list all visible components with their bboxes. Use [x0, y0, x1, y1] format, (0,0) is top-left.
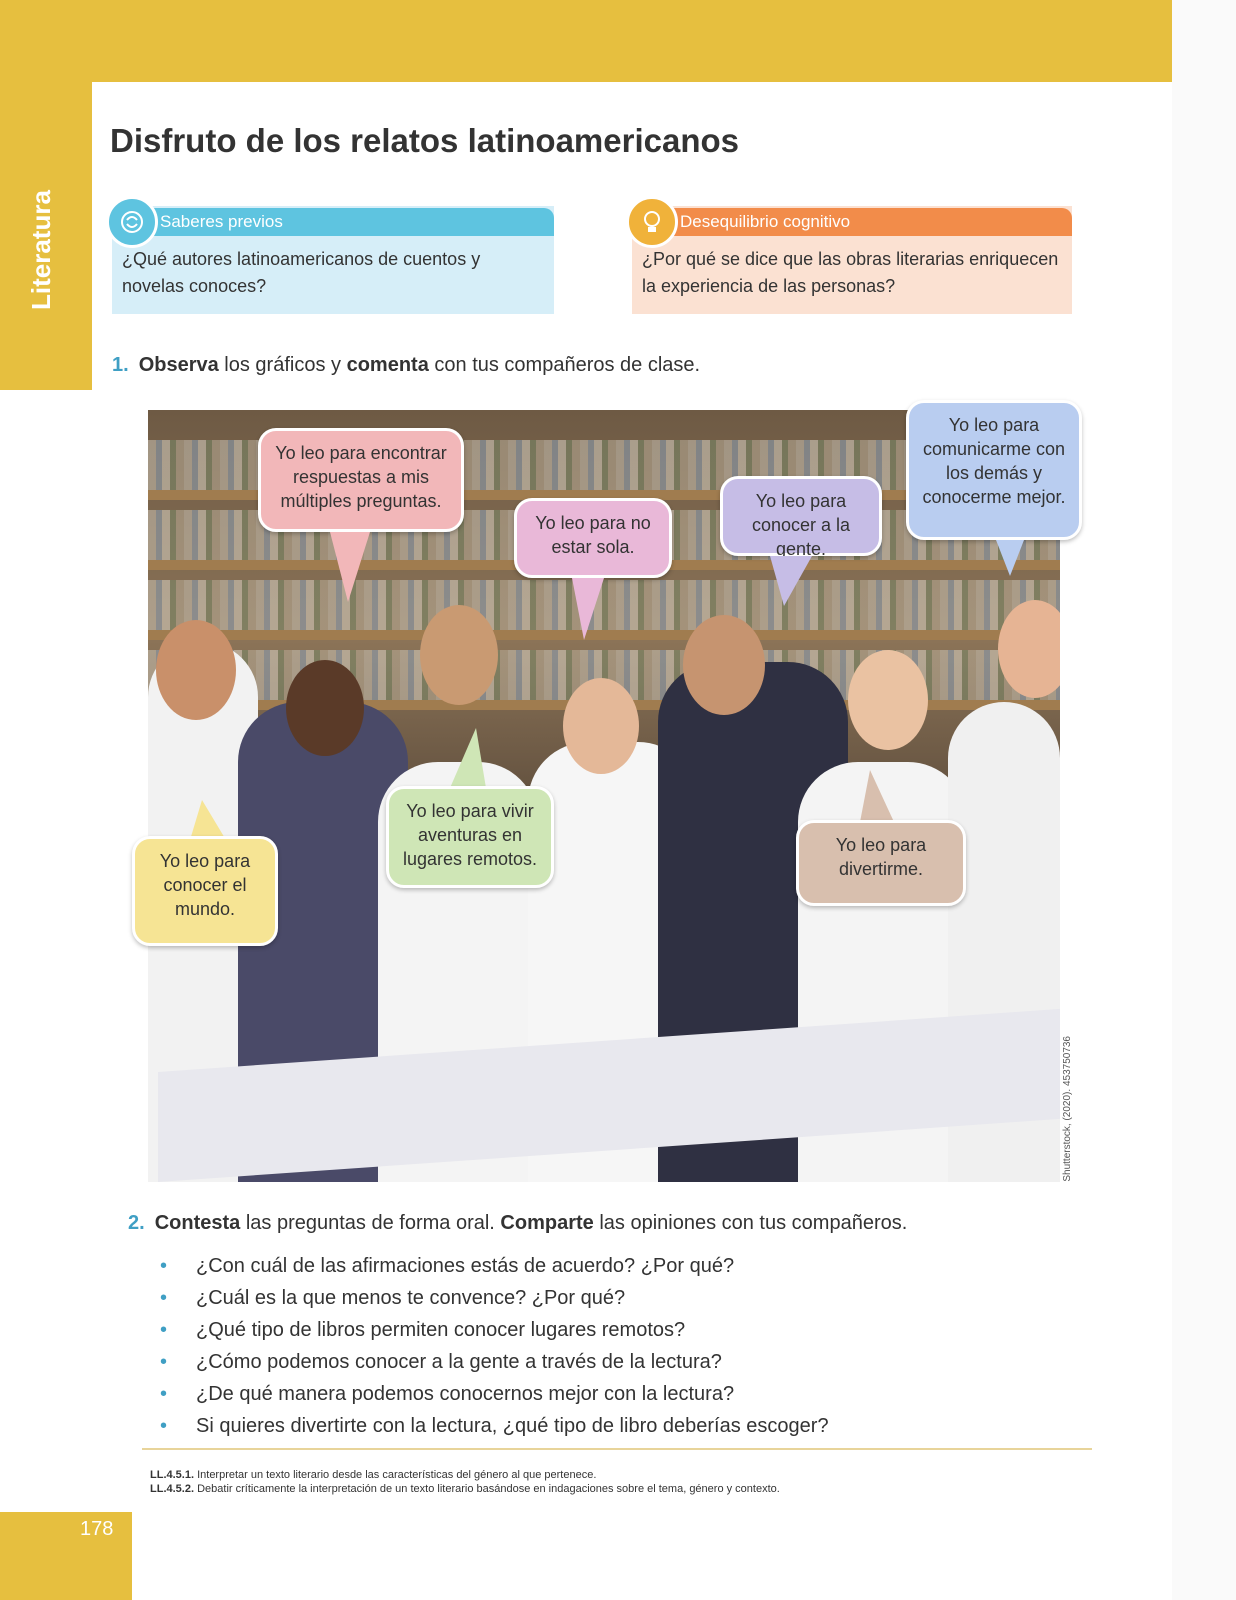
bubble-tail: [190, 800, 226, 840]
footnote-text: Debatir críticamente la interpretación de un texto literario basándose en indagaciones sobre el tema, género y contexto.: [194, 1483, 780, 1495]
speech-bubble-respuestas: Yo leo para encontrar respuestas a mis múltiples preguntas.: [258, 428, 464, 532]
desequilibrio-cognitivo-text: ¿Por qué se dice que las obras literarias enriquecen la experiencia de las personas?: [642, 249, 1059, 296]
list-item: • ¿Cuál es la que menos te convence? ¿Por qué?: [158, 1282, 829, 1314]
saberes-previos-box: [112, 206, 554, 314]
photo-credit: Shutterstock, (2020). 453750736: [1062, 1036, 1073, 1182]
footnote-code: LL.4.5.1.: [150, 1469, 195, 1481]
speech-bubble-conocer-mundo: Yo leo para conocer el mundo.: [132, 836, 278, 946]
footnote-line: [150, 1468, 780, 1482]
list-item: • ¿Qué tipo de libros permiten conocer lugares remotos?: [158, 1314, 829, 1346]
speech-bubble-conocer-gente: Yo leo para conocer a la gente.: [720, 476, 882, 556]
saberes-previos-text: ¿Qué autores latinoamericanos de cuentos y novelas conoces?: [122, 249, 481, 296]
desequilibrio-cognitivo-heading: Desequilibrio cognitivo: [664, 208, 1072, 236]
speech-bubble-aventuras: Yo leo para vivir aventuras en lugares remotos.: [386, 786, 554, 888]
bubble-tail: [770, 556, 812, 606]
speech-bubble-no-estar-sola: Yo leo para no estar sola.: [514, 498, 672, 578]
section-label: Literatura: [26, 190, 56, 310]
activity-1-number: 1.: [112, 354, 129, 376]
activity-2-number: 2.: [128, 1212, 145, 1234]
curriculum-footnotes: [150, 1468, 780, 1496]
bubble-tail: [860, 770, 894, 822]
activity-1-text-mid: los gráficos y: [218, 354, 347, 376]
bubble-tail: [450, 728, 486, 788]
activity-2-text-rest: las opiniones con tus compañeros.: [593, 1212, 908, 1234]
bubble-tail: [330, 532, 370, 602]
footnote-line: [150, 1482, 780, 1496]
activity-1-text-rest: con tus compañeros de clase.: [428, 354, 701, 376]
top-color-band: [0, 0, 1172, 82]
activity-1-instruction: [112, 354, 700, 377]
activity-2-verb-comparte: Comparte: [500, 1212, 594, 1234]
list-item: • ¿Con cuál de las afirmaciones estás de acuerdo? ¿Por qué?: [158, 1250, 829, 1282]
activity-1-verb-observa: Observa: [138, 354, 219, 376]
brain-icon: [106, 196, 158, 248]
list-item: • ¿De qué manera podemos conocernos mejor con la lectura?: [158, 1378, 829, 1410]
activity-2-text-mid: las preguntas de forma oral.: [240, 1212, 501, 1234]
divider: [142, 1448, 1092, 1450]
saberes-previos-heading: Saberes previos: [144, 208, 554, 236]
page-margin: [1172, 0, 1236, 1600]
page-number: 178: [80, 1518, 114, 1540]
bubble-tail: [996, 540, 1024, 576]
speech-bubble-comunicarme: Yo leo para comunicarme con los demás y conocerme mejor.: [906, 400, 1082, 540]
lightbulb-icon: [626, 196, 678, 248]
activity-2-verb-contesta: Contesta: [154, 1212, 241, 1234]
question-list: [158, 1250, 829, 1442]
activity-1-verb-comenta: comenta: [346, 354, 429, 376]
bubble-tail: [572, 578, 604, 640]
desequilibrio-cognitivo-box: [632, 206, 1072, 314]
list-item: • ¿Cómo podemos conocer a la gente a través de la lectura?: [158, 1346, 829, 1378]
footnote-text: Interpretar un texto literario desde las características del género al que pertenece.: [194, 1469, 597, 1481]
list-item: • Si quieres divertirte con la lectura, ¿qué tipo de libro deberías escoger?: [158, 1410, 829, 1442]
page-title: Disfruto de los relatos latinoamericanos: [110, 122, 739, 159]
activity-2-instruction: [128, 1212, 907, 1235]
speech-bubble-divertirme: Yo leo para divertirme.: [796, 820, 966, 906]
footnote-code: LL.4.5.2.: [150, 1483, 195, 1495]
